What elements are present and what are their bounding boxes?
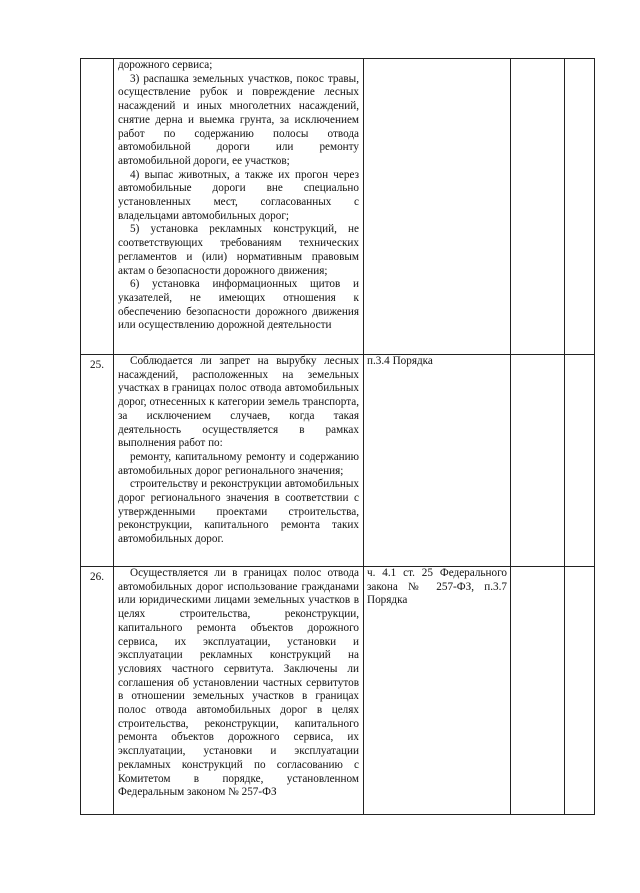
note-cell: [565, 355, 595, 567]
item-number: 25.: [81, 355, 114, 567]
checklist-table: [80, 58, 595, 815]
question-text: [114, 567, 364, 815]
checklist-body: [81, 59, 595, 815]
answer-cell: [511, 59, 565, 355]
item-number: [81, 59, 114, 355]
item-number: 26.: [81, 567, 114, 815]
question-text: [114, 59, 364, 355]
question-text: [114, 355, 364, 567]
question-paragraph: дорожного сервиса;: [118, 59, 213, 71]
note-cell: [565, 59, 595, 355]
legal-reference: [364, 355, 511, 567]
answer-cell: [511, 567, 565, 815]
table-row: [81, 59, 595, 355]
table-row: [81, 355, 595, 567]
question-paragraph: 3) распашка земельных участков, покос травы, осуществление рубок и повреждение лесных насаждений и иных многолетних насаждений, снятие дерна и выемка грунта, за исключением работ по содержанию полосы отвода автомобильной дороги или ремонту автомобильной дороги, ее участков;: [118, 72, 359, 167]
question-paragraph: Соблюдается ли запрет на вырубку лесных насаждений, расположенных на земельных участках в границах полос отвода автомобильных дорог, отнесенных к категории земель транспорта, за исключением случаев, когда такая деятельность осуществляется в рамках выполнения работ по:: [118, 355, 359, 450]
question-paragraph: 5) установка рекламных конструкций, не соответствующих требованиям технических регламентов и (или) нормативным правовым актам о безопасности дорожного движения;: [118, 223, 359, 277]
question-paragraph: ремонту, капитальному ремонту и содержанию автомобильных дорог регионального значения;: [118, 450, 359, 477]
legal-reference-text: п.3.4 Порядка: [367, 355, 433, 367]
legal-reference-text: ч. 4.1 ст. 25 Федерального закона № 257-ФЗ, п.3.7 Порядка: [367, 567, 507, 607]
question-paragraph: 6) установка информационных щитов и указателей, не имеющих отношения к обеспечению безопасности дорожного движения или осуществлению дорожной деятельности: [118, 278, 359, 332]
note-cell: [565, 567, 595, 815]
legal-reference: [364, 567, 511, 815]
question-paragraph: строительству и реконструкции автомобильных дорог регионального значения в соответствии с утвержденными проектами строительства, реконструкции, капитального ремонта таких автомобильных дорог.: [118, 478, 359, 546]
question-paragraph: 4) выпас животных, а также их прогон через автомобильные дороги вне специально установленных мест, согласованных с владельцами автомобильных дорог;: [118, 168, 359, 222]
legal-reference: [364, 59, 511, 355]
table-row: [81, 567, 595, 815]
question-paragraph: Осуществляется ли в границах полос отвода автомобильных дорог использование гражданами или юридическими лицами земельных участков в целях строительства, реконструкции, капитального ремонта объектов дорожного сервиса, их эксплуатации, установки и эксплуатации рекламных конструкций на условиях частного сервитута. Заключены ли соглашения об установлении частных сервитутов в отношении земельных участков в границах полос отвода автомобильных дорог в целях строительства, реконструкции, капитального ремонта объектов дорожного сервиса, их эксплуатации, установки и эксплуатации рекламных конструкций по согласованию с Комитетом в порядке, установленном Федеральным законом № 257-ФЗ: [118, 567, 359, 799]
answer-cell: [511, 355, 565, 567]
